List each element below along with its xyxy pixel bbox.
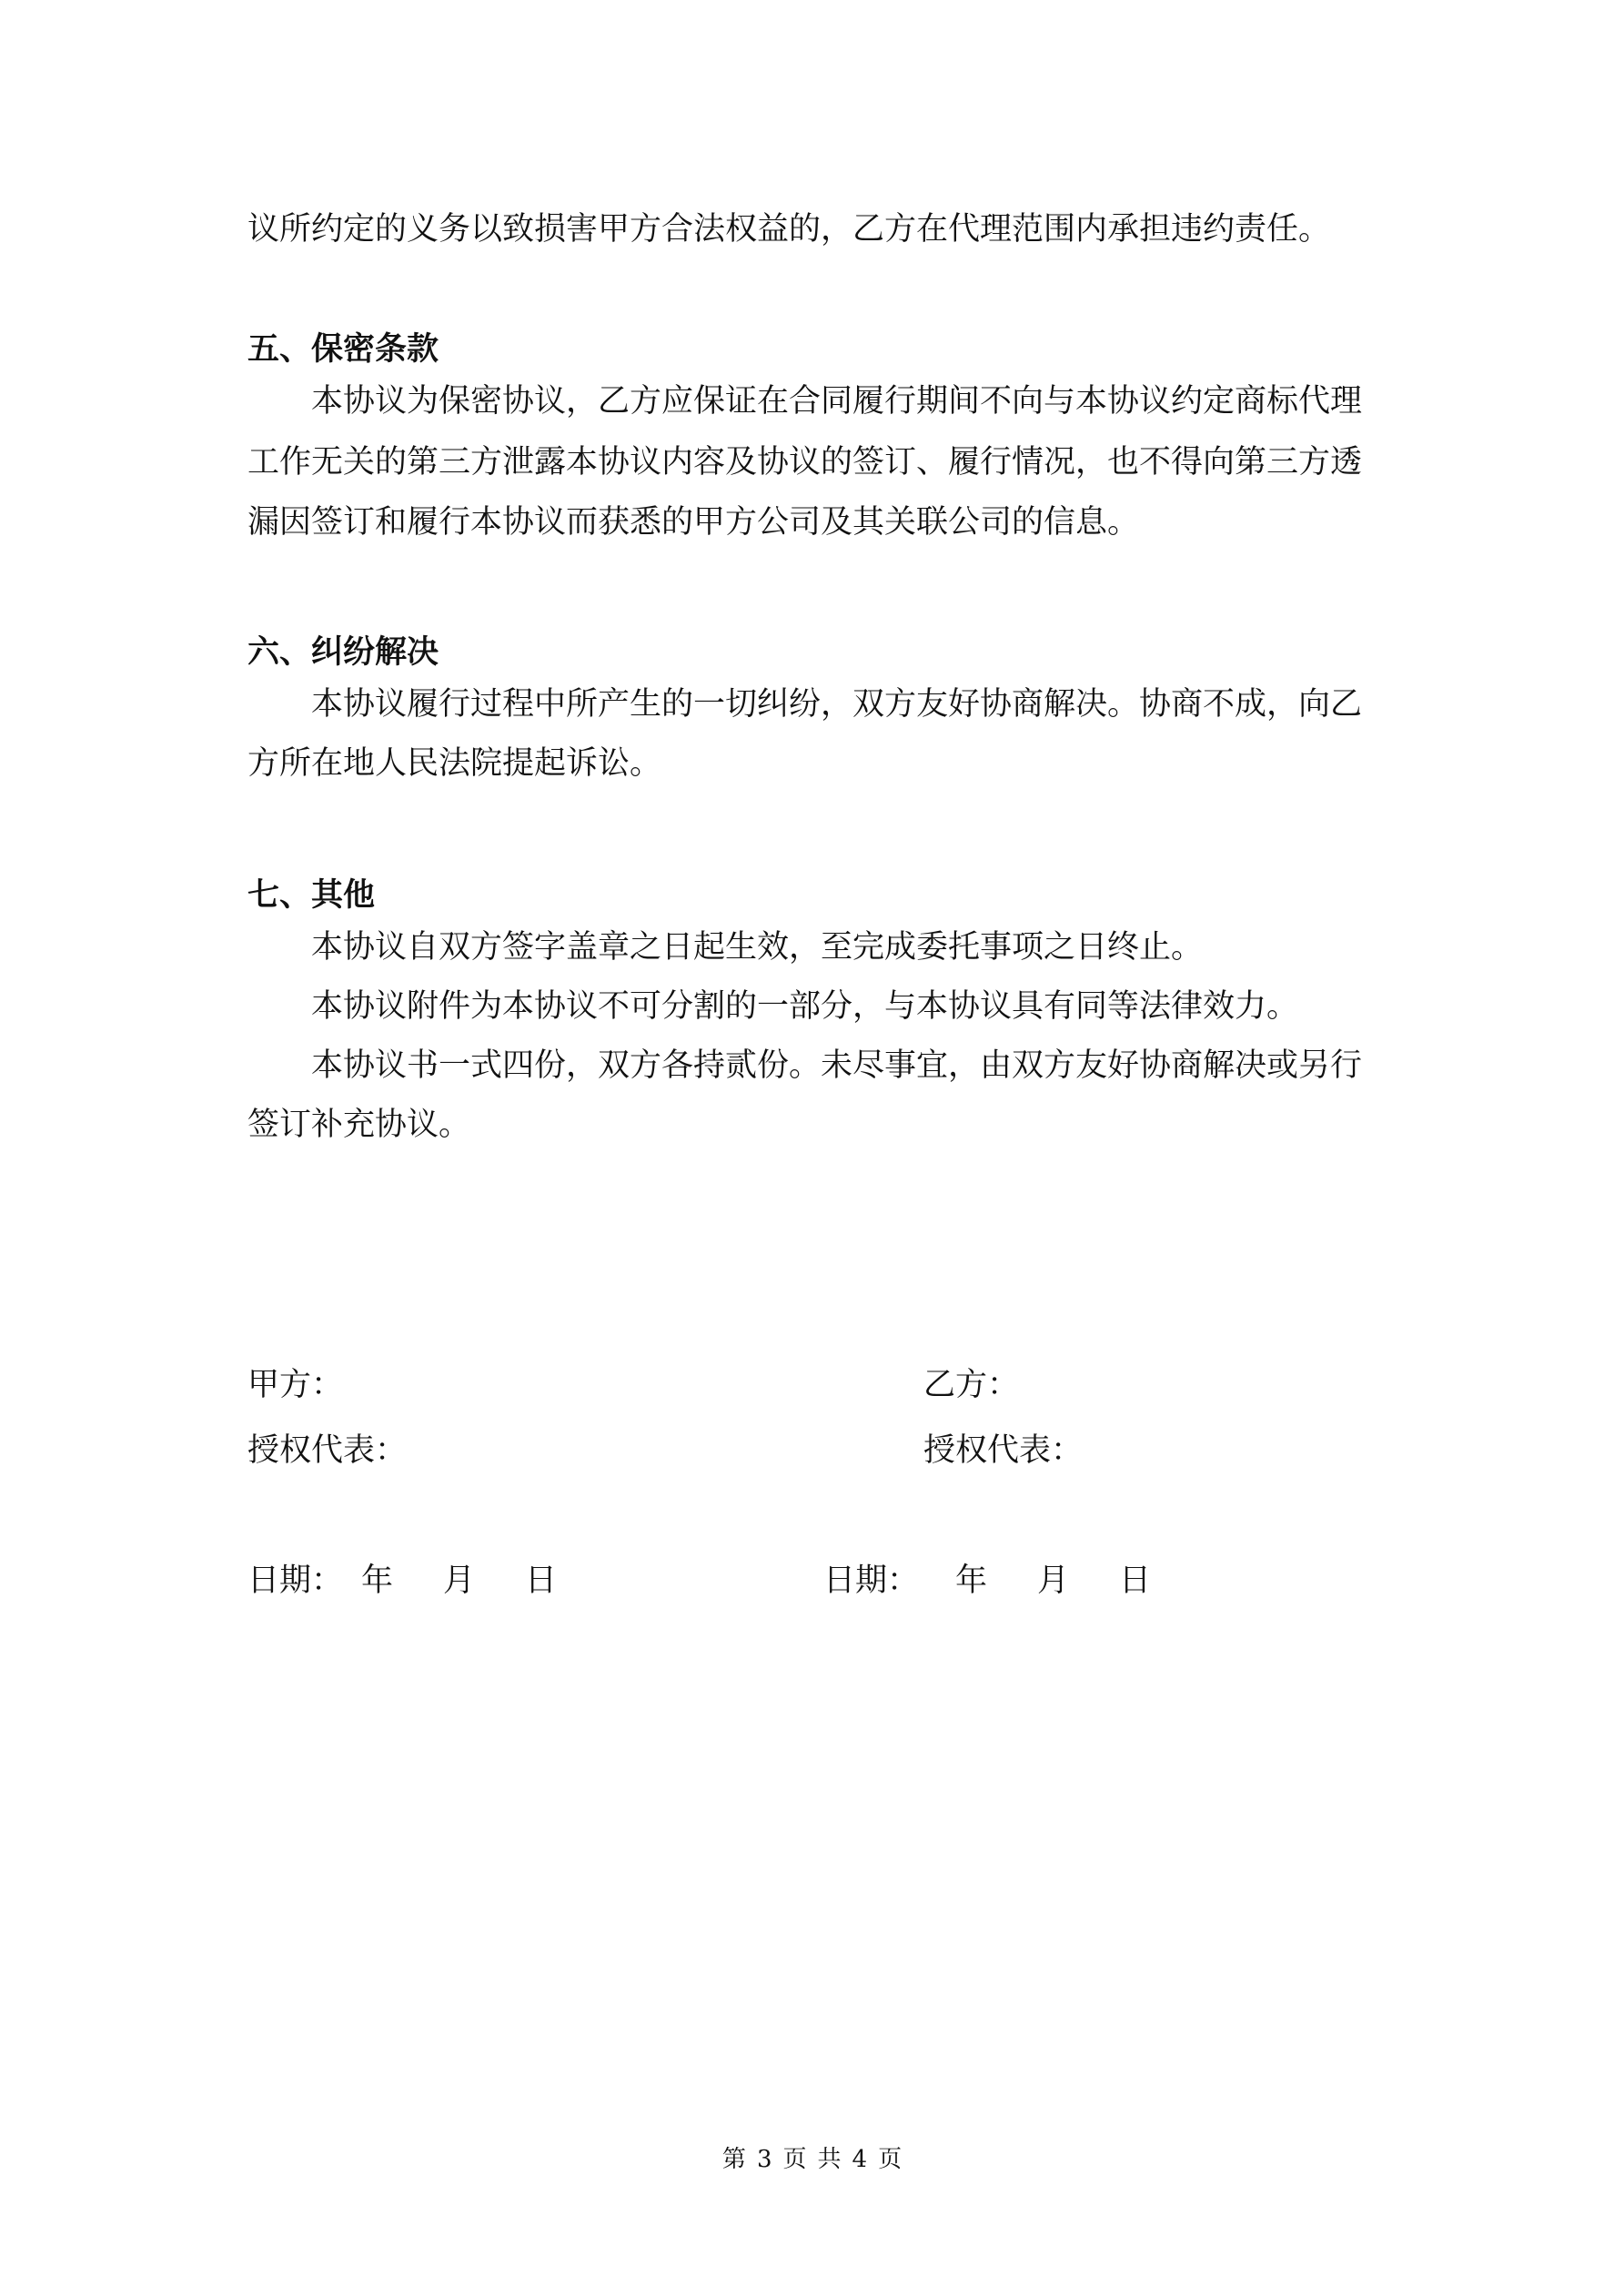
party-b-label: 乙方： [923,1367,1020,1403]
total-label: 共 [817,2146,842,2173]
date-day-label: 日 [525,1563,558,1599]
paragraph-line: 签订补充协议。 [247,1107,471,1143]
paragraph-line: 本协议附件为本协议不可分割的一部分，与本协议具有同等法律效力。 [311,988,1299,1025]
party-a-label: 甲方： [247,1367,344,1403]
page-footer [0,2144,1624,2175]
continuation-text: 议所约定的义务以致损害甲方合法权益的，乙方在代理范围内承担违约责任。 [247,211,1331,248]
page-current: 3 [756,2146,772,2173]
rep-b-label: 授权代表： [923,1432,1084,1469]
date-year-label: 年 [361,1563,394,1599]
page-unit: 页 [782,2146,807,2173]
paragraph-line: 本协议自双方签字盖章之日起生效，至完成委托事项之日终止。 [311,929,1204,966]
date-month-label: 月 [1037,1563,1070,1599]
date-label: 日期： [247,1563,344,1599]
section-heading-other: 七、其他 [247,877,376,914]
page-label: 第 [721,2146,746,2173]
date-day-label: 日 [1119,1563,1152,1599]
section-heading-dispute: 六、纠纷解决 [247,634,439,671]
paragraph-line: 工作无关的第三方泄露本协议内容及协议的签订、履行情况，也不得向第三方透 [247,444,1363,480]
paragraph-line: 漏因签订和履行本协议而获悉的甲方公司及其关联公司的信息。 [247,504,1140,541]
page-total: 4 [852,2146,868,2173]
date-label: 日期： [823,1563,920,1599]
rep-a-label: 授权代表： [247,1432,408,1469]
section-heading-confidential: 五、保密条款 [247,331,439,368]
paragraph-line: 本协议书一式四份，双方各持贰份。未尽事宜，由双方友好协商解决或另行 [311,1047,1363,1084]
paragraph-line: 本协议为保密协议，乙方应保证在合同履行期间不向与本协议约定商标代理 [311,383,1363,420]
total-unit: 页 [878,2146,903,2173]
paragraph-line: 方所在地人民法院提起诉讼。 [247,745,662,782]
date-year-label: 年 [955,1563,988,1599]
date-month-label: 月 [443,1563,476,1599]
paragraph-line: 本协议履行过程中所产生的一切纠纷，双方友好协商解决。协商不成，向乙 [311,686,1363,723]
